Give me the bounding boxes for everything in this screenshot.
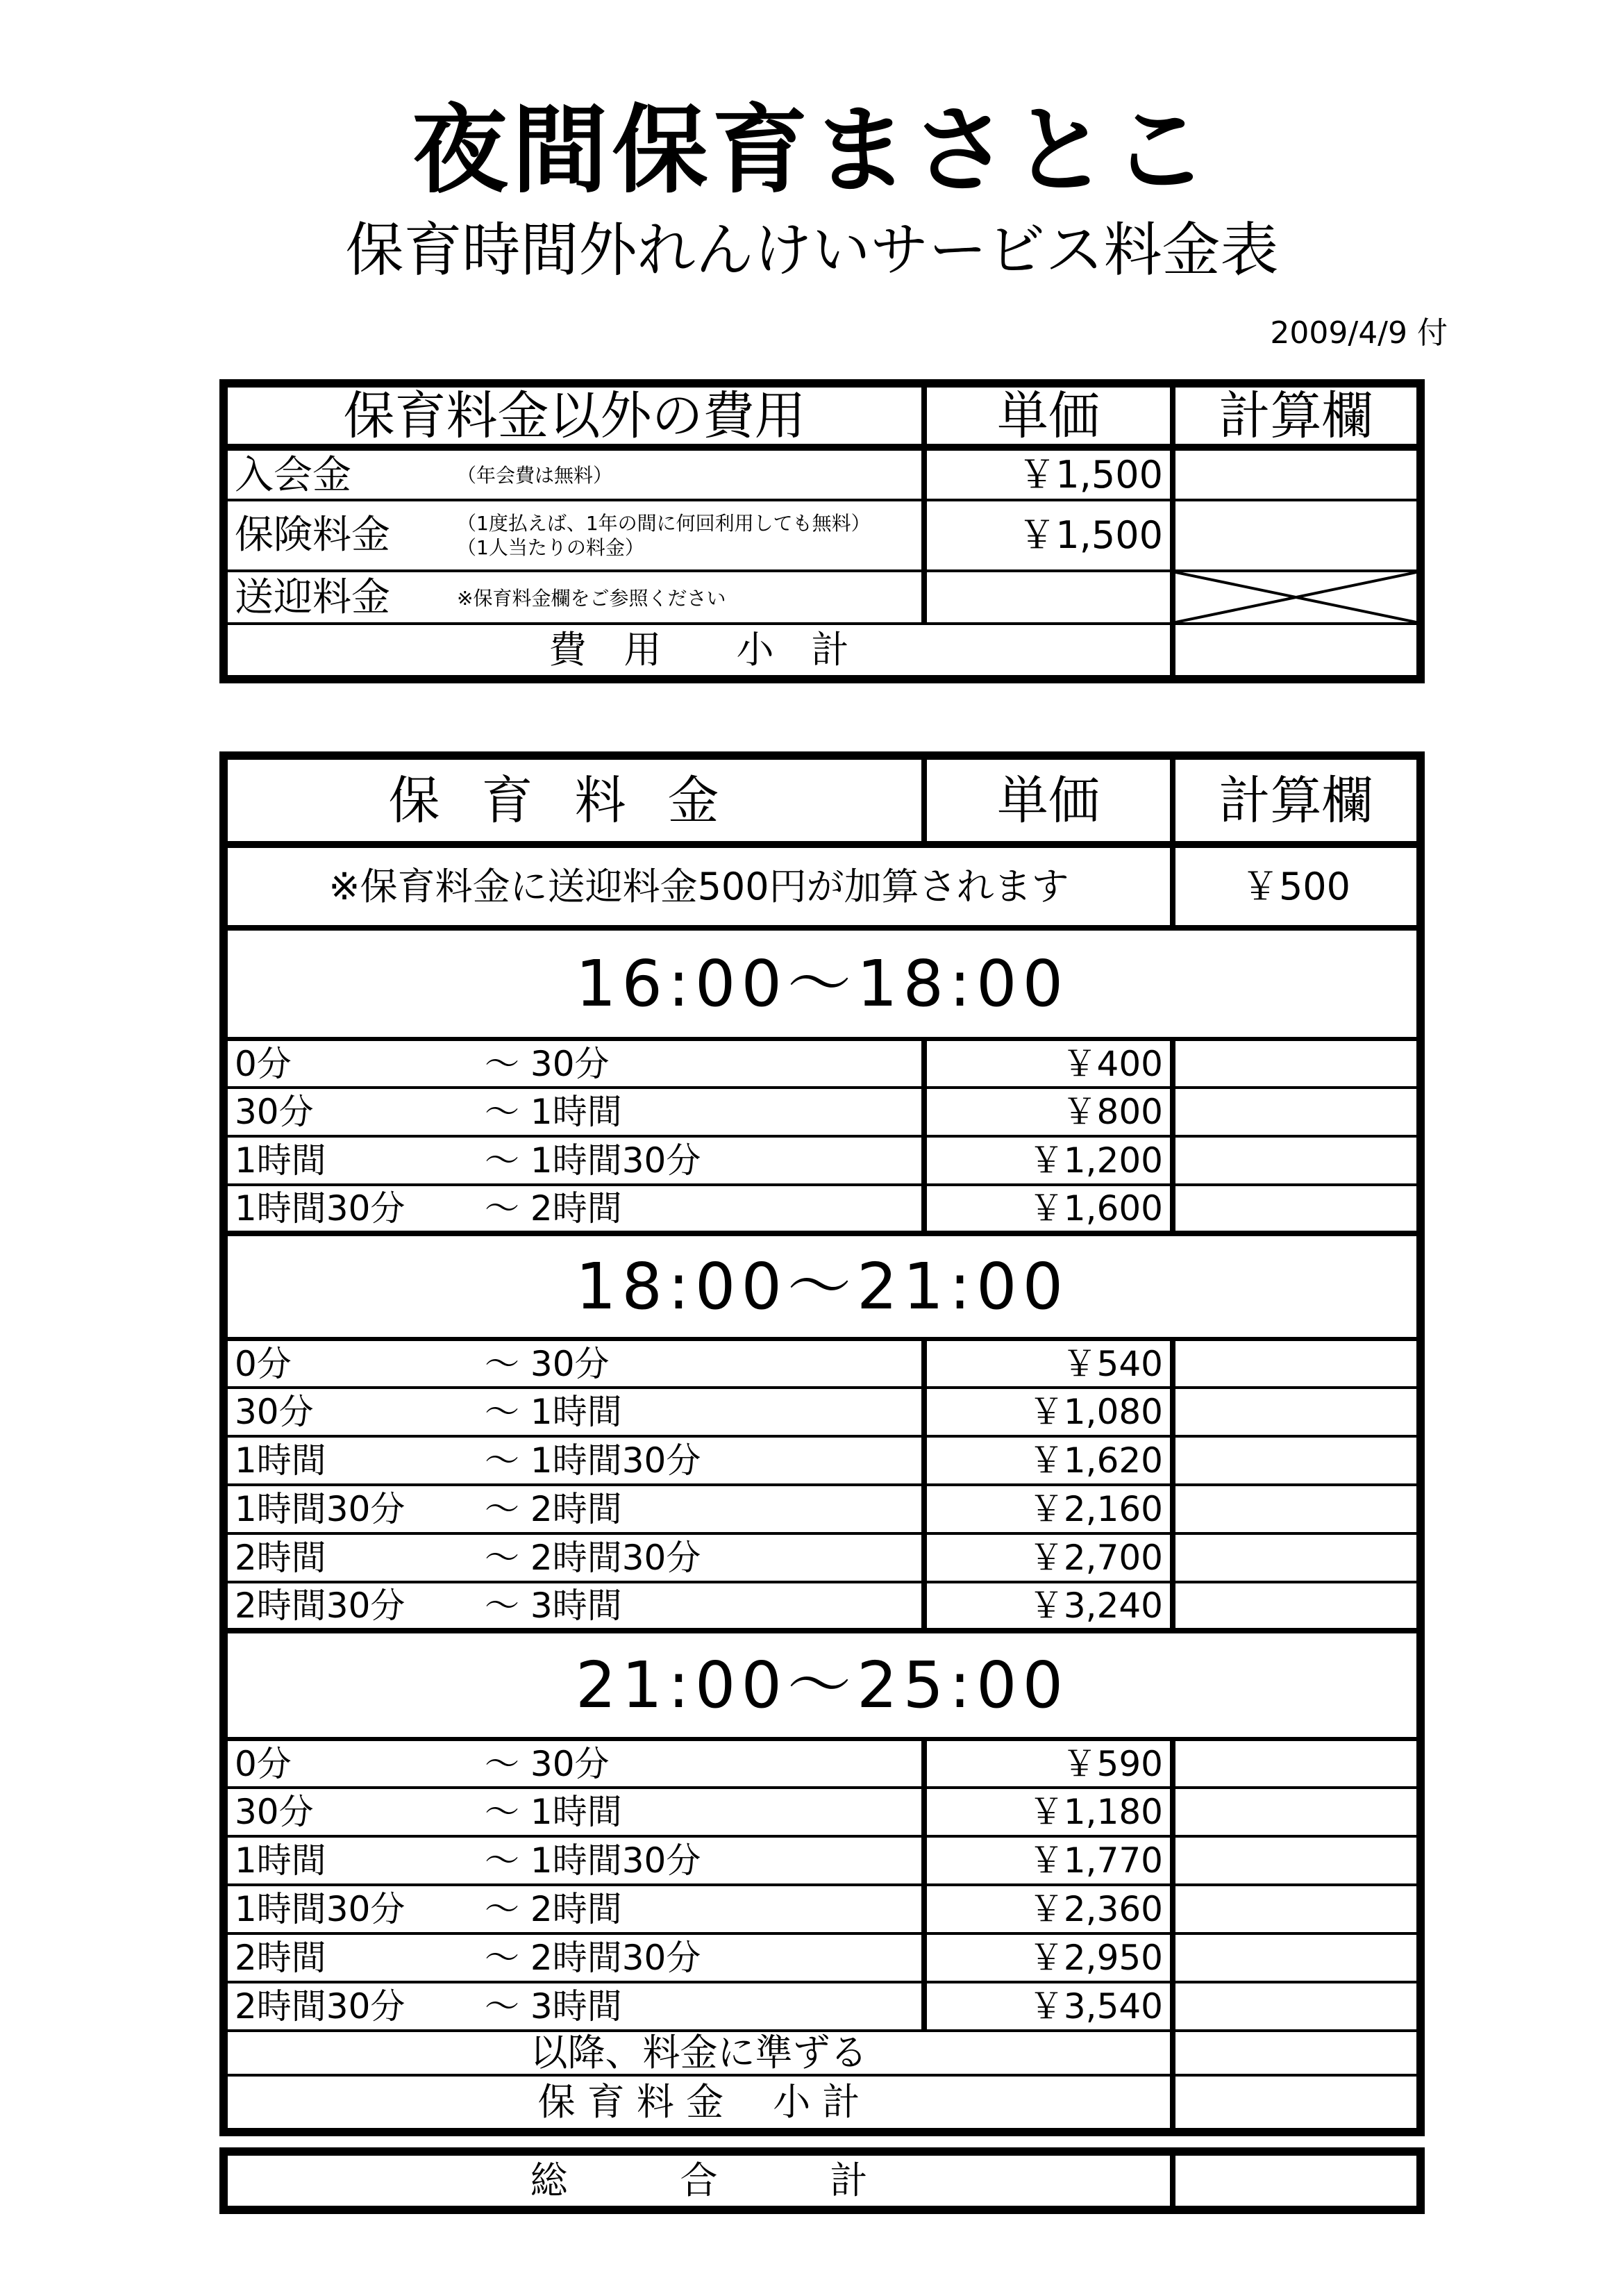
- fee-row: [224, 1933, 1421, 1982]
- expenses-subtotal-row: [224, 624, 1421, 679]
- calc-cell[interactable]: [1173, 1436, 1421, 1485]
- fees-header-item: 保育料金: [224, 756, 924, 845]
- time-slot-header: [224, 1631, 1421, 1739]
- grand-total-table: [219, 2147, 1425, 2214]
- expense-note-2: （1人当たりの料金）: [457, 536, 644, 559]
- time-slot-header: [224, 928, 1421, 1039]
- calc-cell[interactable]: [1173, 1136, 1421, 1185]
- crossed-out-cell: [1173, 571, 1421, 624]
- grand-total-cell[interactable]: [1173, 2152, 1421, 2210]
- fee-price: ￥1,620: [924, 1436, 1173, 1485]
- fee-to: ～ 2時間: [485, 1188, 622, 1229]
- expense-price: ￥1,500: [924, 447, 1173, 500]
- calc-cell[interactable]: [1173, 1836, 1421, 1885]
- fee-price: ￥1,600: [924, 1185, 1173, 1233]
- calc-cell[interactable]: [1173, 1388, 1421, 1436]
- fee-price: ￥1,080: [924, 1388, 1173, 1436]
- calc-cell[interactable]: [1173, 447, 1421, 500]
- grand-total-label: 総 合 計: [224, 2152, 1173, 2210]
- fee-from: 1時間: [235, 1440, 326, 1481]
- expense-note: （年会費は無料）: [457, 464, 613, 488]
- calc-cell[interactable]: [1173, 1533, 1421, 1582]
- fee-to: ～ 30分: [485, 1743, 610, 1784]
- fee-to: ～ 1時間30分: [485, 1840, 701, 1881]
- fee-row: [224, 1982, 1421, 2031]
- fee-row: [224, 1533, 1421, 1582]
- fee-row: [224, 1885, 1421, 1933]
- fee-row: [224, 1836, 1421, 1885]
- fee-price: ￥3,540: [924, 1982, 1173, 2031]
- fee-from: 0分: [235, 1743, 292, 1784]
- expenses-subtotal-cell[interactable]: [1173, 624, 1421, 679]
- time-slot-label: 16:00～18:00: [224, 928, 1421, 1039]
- expense-label: 入会金: [235, 452, 351, 498]
- transport-surcharge-row: [224, 845, 1421, 928]
- fee-from: 30分: [235, 1092, 314, 1132]
- expense-row-insurance: [224, 500, 1421, 571]
- expenses-table: [219, 379, 1425, 683]
- fee-price: ￥1,180: [924, 1788, 1173, 1836]
- fee-to: ～ 2時間30分: [485, 1938, 701, 1978]
- page-subtitle: 保育時間外れんけいサービス料金表: [345, 216, 1279, 284]
- fees-subtotal-cell[interactable]: [1173, 2075, 1421, 2132]
- fee-to: ～ 1時間: [485, 1792, 622, 1832]
- fee-row: [224, 1136, 1421, 1185]
- time-slot-header: [224, 1233, 1421, 1339]
- calc-cell[interactable]: [1173, 2031, 1421, 2075]
- fee-from: 0分: [235, 1043, 292, 1084]
- fee-price: ￥2,700: [924, 1533, 1173, 1582]
- expense-row-admission: [224, 447, 1421, 500]
- transport-surcharge-price: ￥500: [1173, 845, 1421, 928]
- fee-from: 30分: [235, 1792, 314, 1832]
- fee-from: 1時間30分: [235, 1889, 405, 1929]
- calc-cell[interactable]: [1173, 1885, 1421, 1933]
- calc-cell[interactable]: [1173, 1039, 1421, 1088]
- transport-surcharge-note: ※保育料金に送迎料金500円が加算されます: [224, 845, 1173, 928]
- calc-cell[interactable]: [1173, 1339, 1421, 1388]
- fee-row: [224, 1339, 1421, 1388]
- fee-to: ～ 30分: [485, 1043, 610, 1084]
- fees-subtotal-label: 保 育 料 金 小 計: [224, 2075, 1173, 2132]
- fee-row: [224, 1582, 1421, 1631]
- expenses-subtotal-label: 費 用 小 計: [224, 624, 1173, 679]
- fee-from: 1時間30分: [235, 1489, 405, 1529]
- grand-total-row: [224, 2152, 1421, 2210]
- fee-from: 2時間: [235, 1938, 326, 1978]
- fee-to: ～ 1時間: [485, 1092, 622, 1132]
- fee-row: [224, 1388, 1421, 1436]
- calc-cell[interactable]: [1173, 1933, 1421, 1982]
- fee-row: [224, 1088, 1421, 1136]
- calc-cell[interactable]: [1173, 1982, 1421, 2031]
- after-note: 以降、料金に準ずる: [224, 2031, 1173, 2075]
- fee-to: ～ 1時間: [485, 1392, 622, 1432]
- fee-from: 2時間: [235, 1538, 326, 1578]
- calc-cell[interactable]: [1173, 1485, 1421, 1533]
- fee-from: 0分: [235, 1343, 292, 1384]
- fee-from: 2時間30分: [235, 1586, 405, 1626]
- expense-price: [924, 571, 1173, 624]
- fee-price: ￥400: [924, 1039, 1173, 1088]
- fee-to: ～ 2時間: [485, 1489, 622, 1529]
- fee-price: ￥800: [924, 1088, 1173, 1136]
- fee-price: ￥2,950: [924, 1933, 1173, 1982]
- expenses-header-price: 単価: [924, 383, 1173, 447]
- calc-cell[interactable]: [1173, 500, 1421, 571]
- fee-to: ～ 2時間30分: [485, 1538, 701, 1578]
- fee-from: 30分: [235, 1392, 314, 1432]
- fee-price: ￥2,160: [924, 1485, 1173, 1533]
- fee-row: [224, 1485, 1421, 1533]
- expense-note: （1度払えば、1年の間に何回利用しても無料）: [457, 512, 871, 535]
- fee-from: 1時間30分: [235, 1188, 405, 1229]
- fees-header-calc: 計算欄: [1173, 756, 1421, 845]
- calc-cell[interactable]: [1173, 1185, 1421, 1233]
- fee-to: ～ 2時間: [485, 1889, 622, 1929]
- fee-price: ￥1,200: [924, 1136, 1173, 1185]
- expense-label: 送迎料金: [235, 575, 390, 621]
- fee-to: ～ 1時間30分: [485, 1140, 701, 1181]
- fee-price: ￥590: [924, 1739, 1173, 1788]
- fee-price: ￥2,360: [924, 1885, 1173, 1933]
- calc-cell[interactable]: [1173, 1788, 1421, 1836]
- expense-price: ￥1,500: [924, 500, 1173, 571]
- fee-from: 1時間: [235, 1840, 326, 1881]
- expense-note: ※保育料金欄をご参照ください: [457, 586, 726, 610]
- issue-date: 2009/4/9 付: [1270, 315, 1448, 351]
- fee-to: ～ 3時間: [485, 1586, 622, 1626]
- fee-from: 2時間30分: [235, 1986, 405, 2027]
- fee-row: [224, 1788, 1421, 1836]
- calc-cell[interactable]: [1173, 1088, 1421, 1136]
- calc-cell[interactable]: [1173, 1739, 1421, 1788]
- expense-row-transport: [224, 571, 1421, 624]
- fee-row: [224, 1039, 1421, 1088]
- fees-subtotal-row: [224, 2075, 1421, 2132]
- expenses-header-calc: 計算欄: [1173, 383, 1421, 447]
- fee-from: 1時間: [235, 1140, 326, 1181]
- time-slot-label: 18:00～21:00: [224, 1233, 1421, 1339]
- fee-to: ～ 30分: [485, 1343, 610, 1384]
- fee-to: ～ 1時間30分: [485, 1440, 701, 1481]
- fee-price: ￥540: [924, 1339, 1173, 1388]
- expenses-header-item: 保育料金以外の費用: [224, 383, 924, 447]
- fee-row: [224, 1436, 1421, 1485]
- calc-cell[interactable]: [1173, 1582, 1421, 1631]
- fee-price: ￥1,770: [924, 1836, 1173, 1885]
- fee-row: [224, 1185, 1421, 1233]
- fees-header-price: 単価: [924, 756, 1173, 845]
- fees-table: [219, 751, 1425, 2136]
- expense-label: 保険料金: [235, 513, 390, 558]
- page-title: 夜間保育まさとこ: [412, 94, 1212, 206]
- after-note-row: [224, 2031, 1421, 2075]
- fee-price: ￥3,240: [924, 1582, 1173, 1631]
- fee-row: [224, 1739, 1421, 1788]
- time-slot-label: 21:00～25:00: [224, 1631, 1421, 1739]
- fee-to: ～ 3時間: [485, 1986, 622, 2027]
